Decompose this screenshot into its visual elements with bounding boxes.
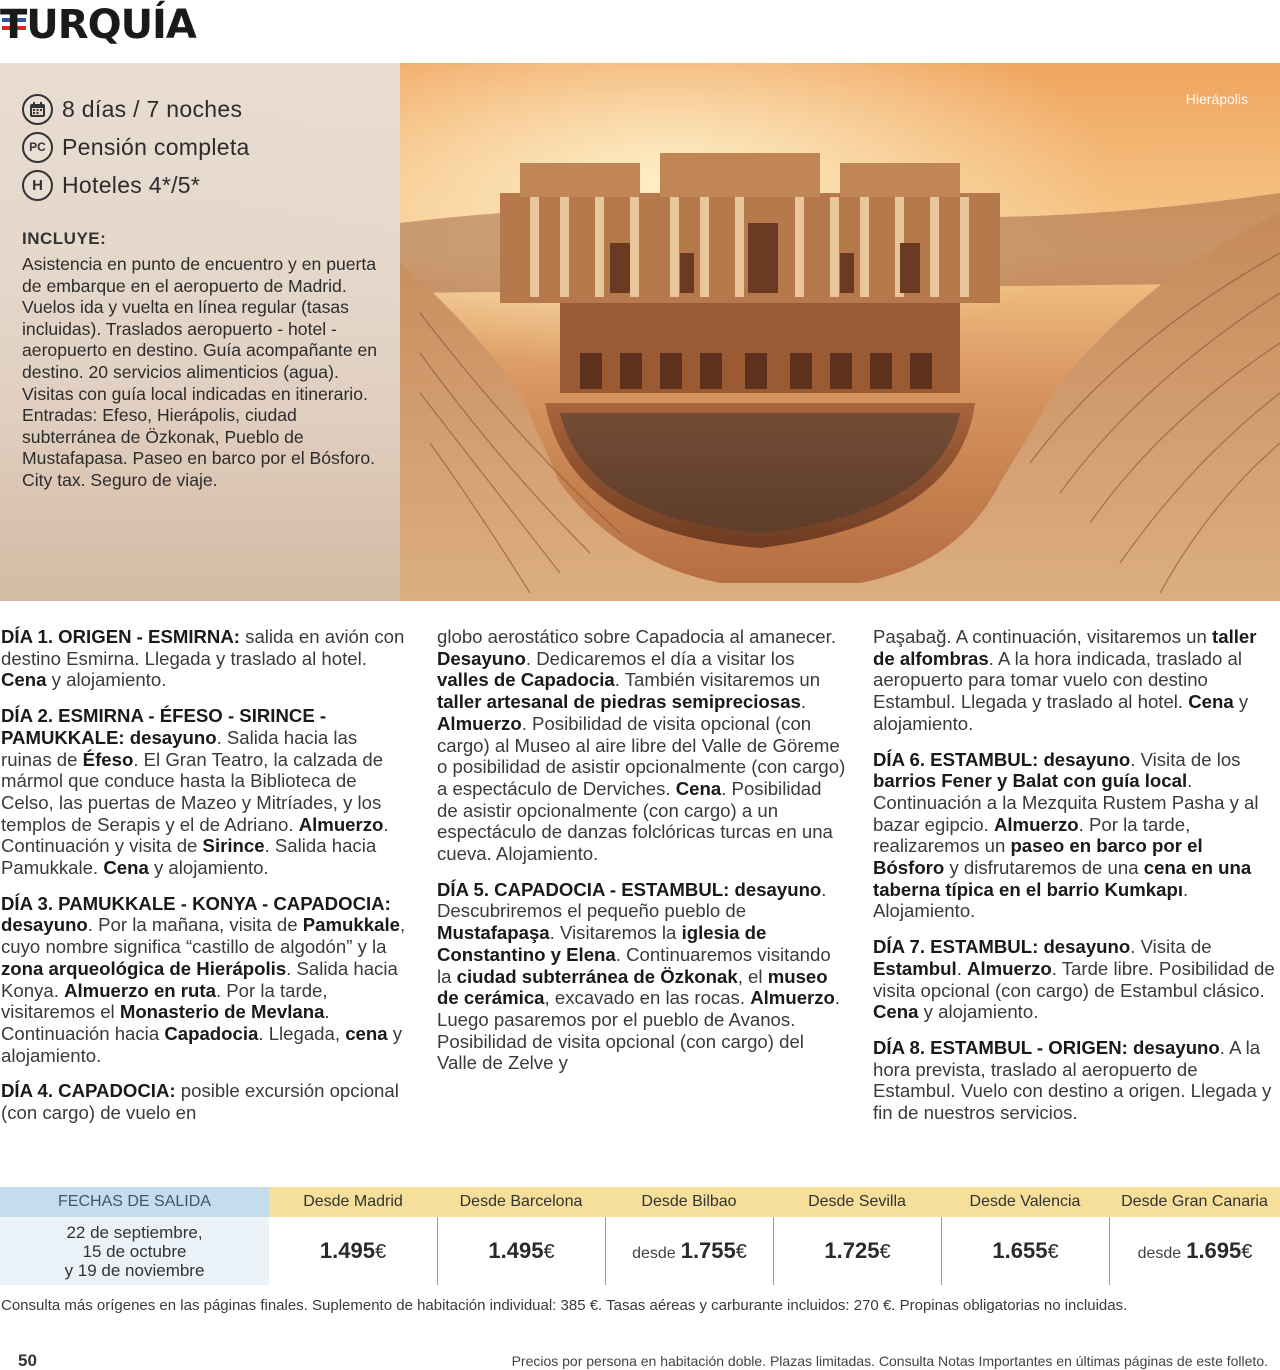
itinerary-column-2 [437,626,847,1088]
city-header-valencia: Desde Valencia [941,1187,1109,1217]
itinerary-highlight: cena en una taberna típica en el barrio Kumkapı [873,857,1252,900]
departure-dates [0,1217,269,1285]
itinerary-highlight: ciudad subterránea de Özkonak [456,965,738,987]
itinerary-highlight: Monasterio de Mevlana [119,1001,325,1023]
includes-title: INCLUYE: [22,229,107,248]
itinerary-day-paragraph [1,893,411,1067]
itinerary-day-paragraph [873,626,1279,735]
feature-hotels [22,169,200,201]
itinerary-text: . Salida hacia Konya. [1,957,398,1001]
feature-board-text: Pensión completa [62,133,250,160]
itinerary-text: . A la hora indicada, traslado al aeropuerto para tomar vuelo con destino Estambul. Llegada y traslado al hotel. [873,647,1242,713]
departure-date-2: 15 de octubre [82,1241,187,1261]
itinerary-highlight: cena [345,1022,388,1044]
page-number: 50 [18,1351,37,1370]
itinerary-highlight: DÍA 8. ESTAMBUL - ORIGEN: desayuno [873,1036,1220,1058]
itinerary-highlight: Almuerzo [993,813,1079,835]
itinerary-highlight: Cena [873,1001,919,1023]
itinerary-highlight: taller de alfombras [873,626,1257,669]
itinerary-highlight: Pamukkale [302,914,400,936]
itinerary-column-3 [873,626,1279,1138]
itinerary-text: . Continuación y visita de [1,813,389,857]
feature-board [22,131,250,163]
page-title: TURQUÍA [0,2,196,48]
itinerary-text: Paşabağ. A continuación, visitaremos un [873,626,1213,647]
itinerary-highlight: Cena [103,857,149,879]
itinerary-text: . [956,957,968,979]
itinerary-text: , cuyo nombre significa “castillo de algodón” y la [1,914,406,958]
itinerary-text: . Por la mañana, visita de [87,914,303,936]
itinerary-text: . Visitaremos la [549,922,682,944]
itinerary-day-paragraph [873,936,1279,1023]
itinerary-highlight: Cena [1,669,47,691]
price-value: 1.725€ [824,1238,891,1263]
feature-hotels-text: Hoteles 4*/5* [62,171,201,198]
itinerary-text: . Tarde libre. Posibilidad de visita opcional (con cargo) de Estambul clásico. [873,957,1275,1001]
itinerary-text: . Llegada, [258,1022,346,1044]
itinerary-text: salida en avión con destino Esmirna. Llegada y traslado al hotel. [1,626,405,669]
itinerary-text: . Dedicaremos el día a visitar los [525,647,795,669]
itinerary-highlight: DÍA 3. PAMUKKALE - KONYA - CAPADOCIA: desayuno [1,892,391,936]
itinerary-highlight: Capadocia [164,1022,259,1044]
departure-date-1: 22 de septiembre, [66,1222,203,1242]
itinerary-highlight: museo de cerámica [437,965,828,1009]
price-prefix: desde [632,1245,676,1262]
itinerary-text: . Visita de [1130,936,1212,958]
itinerary-text: . Posibilidad de visita opcional (con cargo) al Museo al aire libre del Valle de Göreme o posibilidad de asistir opcionalmente (con cargo) a espectáculo de Derviches. [437,712,846,799]
photo-caption: Hierápolis [1185,91,1248,107]
price-prefix: desde [1137,1245,1182,1262]
itinerary-highlight: Éfeso [82,748,134,770]
calendar-icon [22,94,53,125]
itinerary-highlight: DÍA 7. ESTAMBUL: desayuno [873,936,1131,958]
itinerary-day-paragraph [873,749,1279,923]
itinerary-text: . [800,691,806,713]
itinerary-text: y alojamiento. [148,857,269,879]
price-gran-canaria [1109,1217,1280,1285]
itinerary-highlight: Almuerzo [298,813,384,835]
itinerary-highlight: Sirince [202,835,265,857]
itinerary-text: globo aerostático sobre Capadocia al amanecer. [437,626,836,647]
itinerary-highlight: Almuerzo [750,987,835,1009]
city-header-gran-canaria: Desde Gran Canaria [1109,1187,1280,1217]
itinerary-highlight: Estambul [873,957,957,979]
itinerary-day-paragraph [437,626,847,865]
itinerary-text: . El Gran Teatro, la calzada de mármol que conduce hasta la Biblioteca de Celso, las puertas de Mazeo y Mitríades, y los templos de Serapis y el de Adriano. [1,748,384,835]
footnote: Consulta más orígenes en las páginas finales. Suplemento de habitación individual: 385 €. Tasas aéreas y carburante incluidos: 270 €. Propinas obligatorias no incluidas. [1,1297,1128,1314]
itinerary-highlight: taller artesanal de piedras semipreciosas [437,691,801,713]
itinerary-text: . También visitaremos un [614,669,821,691]
itinerary-highlight: DÍA 4. CAPADOCIA: [1,1080,176,1102]
feature-duration [22,93,242,125]
disclaimer: Precios por persona en habitación doble. Plazas limitadas. Consulta Notas Importantes en últimas páginas de este folleto. [511,1353,1268,1369]
feature-duration-text: 8 días / 7 noches [62,95,243,122]
itinerary-highlight: paseo en barco por el Bósforo [873,835,1203,879]
itinerary-text: . A la hora prevista, traslado al aeropuerto de Estambul. Vuelo con destino a origen. Llegada y fin de nuestros servicios. [873,1036,1272,1124]
itinerary-highlight: Mustafapaşa [437,922,550,944]
pension-icon: PC [22,132,53,163]
price-value: 1.495€ [488,1238,555,1263]
itinerary-highlight: Almuerzo [967,957,1052,979]
itinerary-text: y alojamiento. [918,1001,1039,1023]
itinerary-highlight: Cena [675,777,722,799]
city-header-madrid: Desde Madrid [269,1187,437,1217]
price-madrid [269,1217,437,1285]
itinerary-highlight: Almuerzo [437,712,522,734]
price-value: 1.495€ [319,1238,387,1263]
includes-text: Asistencia en punto de encuentro y en puerta de embarque en el aeropuerto de Madrid. Vuelos ida y vuelta en línea regular (tasas incluidas). Traslados aeropuerto - hotel - aeropuerto en destino. Guía acompañante en destino. 20 servicios alimenticios (agua). Visitas con guía local indicadas en itinerario. Entradas: Efeso, Hierápolis, ciudad subterránea de Özkonak, Pueblo de Mustafapasa. Paseo en barco por el Bósforo. City tax. Seguro de viaje. [22,254,378,490]
title-bar [0,0,1280,62]
itinerary-day-paragraph [1,705,411,879]
city-header-bilbao: Desde Bilbao [605,1187,773,1217]
itinerary-highlight: valles de Capadocia [437,669,615,691]
price-barcelona [437,1217,605,1285]
itinerary-highlight: iglesia de Constantino y Elena [437,922,767,965]
itinerary-highlight: zona arqueológica de Hierápolis [1,957,287,979]
price-bilbao [605,1217,773,1285]
itinerary-text: y disfrutaremos de una [944,857,1144,879]
itinerary-highlight: DÍA 5. CAPADOCIA - ESTAMBUL: desayuno [437,878,822,900]
itinerary-text: . Salida hacia las ruinas de [1,726,358,770]
itinerary-highlight: DÍA 2. ESMIRNA - ÉFESO - SIRINCE - PAMUKKALE: desayuno [1,705,327,748]
itinerary-text: . Luego pasaremos por el pueblo de Avanos. Posibilidad de visita opcional (con cargo) del Valle de Zelve y [437,987,841,1074]
price-value: 1.655€ [992,1238,1059,1263]
itinerary-highlight: barrios Fener y Balat con guía local [873,770,1188,792]
itinerary-column-1 [1,626,411,1138]
city-header-barcelona: Desde Barcelona [437,1187,605,1217]
itinerary-text: . Salida hacia Pamukkale. [1,835,377,879]
itinerary-highlight: Almuerzo en ruta [64,979,216,1001]
itinerary-text: . Por la tarde, visitaremos el [1,979,328,1023]
itinerary-highlight: DÍA 6. ESTAMBUL: desayuno [873,748,1131,770]
itinerary-text: . Posibilidad de asistir opcionalmente (con cargo) a un espectáculo de danzas folclóricas turcas en una cueva. Alojamiento. [437,777,833,865]
trip-info-panel [0,63,400,601]
price-table [0,1187,1280,1285]
itinerary-text: . Por la tarde, realizaremos un [873,813,1191,857]
itinerary-day-paragraph [1,1080,411,1123]
itinerary-text: . Continuaremos visitando la [437,943,831,987]
itinerary-text: . Continuación a la Mezquita Rustem Pasha y al bazar egipcio. [873,770,1259,835]
price-value: 1.695€ [1186,1238,1253,1263]
itinerary-text: y alojamiento. [46,669,167,691]
itinerary-day-paragraph [1,626,411,691]
itinerary-text: . Alojamiento. [873,878,1189,922]
itinerary-text: , el [737,965,768,987]
price-valencia [941,1217,1109,1285]
itinerary-text: y alojamiento. [1,1022,403,1066]
city-header-sevilla: Desde Sevilla [773,1187,941,1217]
itinerary-text: . Continuación hacia [1,1001,330,1044]
departure-date-3: y 19 de noviembre [64,1260,205,1280]
itinerary-day-paragraph [873,1037,1279,1124]
itinerary-text: . Descubriremos el pequeño pueblo de [437,878,827,922]
itinerary-text: . Visita de los [1130,748,1241,770]
departure-dates-header: FECHAS DE SALIDA [0,1187,269,1217]
hotel-icon: H [22,170,53,201]
price-sevilla [773,1217,941,1285]
itinerary-text: , excavado en las rocas. [544,987,751,1009]
itinerary-text: y alojamiento. [873,691,1249,734]
hero-section [0,63,1280,601]
itinerary-day-paragraph [437,879,847,1074]
price-value: 1.755€ [680,1238,747,1263]
itinerary-highlight: Desayuno [437,647,526,669]
itinerary-text: posible excursión opcional (con cargo) de vuelo en [1,1080,399,1124]
itinerary-highlight: Cena [1188,691,1234,713]
itinerary-highlight: DÍA 1. ORIGEN - ESMIRNA: [1,626,240,647]
